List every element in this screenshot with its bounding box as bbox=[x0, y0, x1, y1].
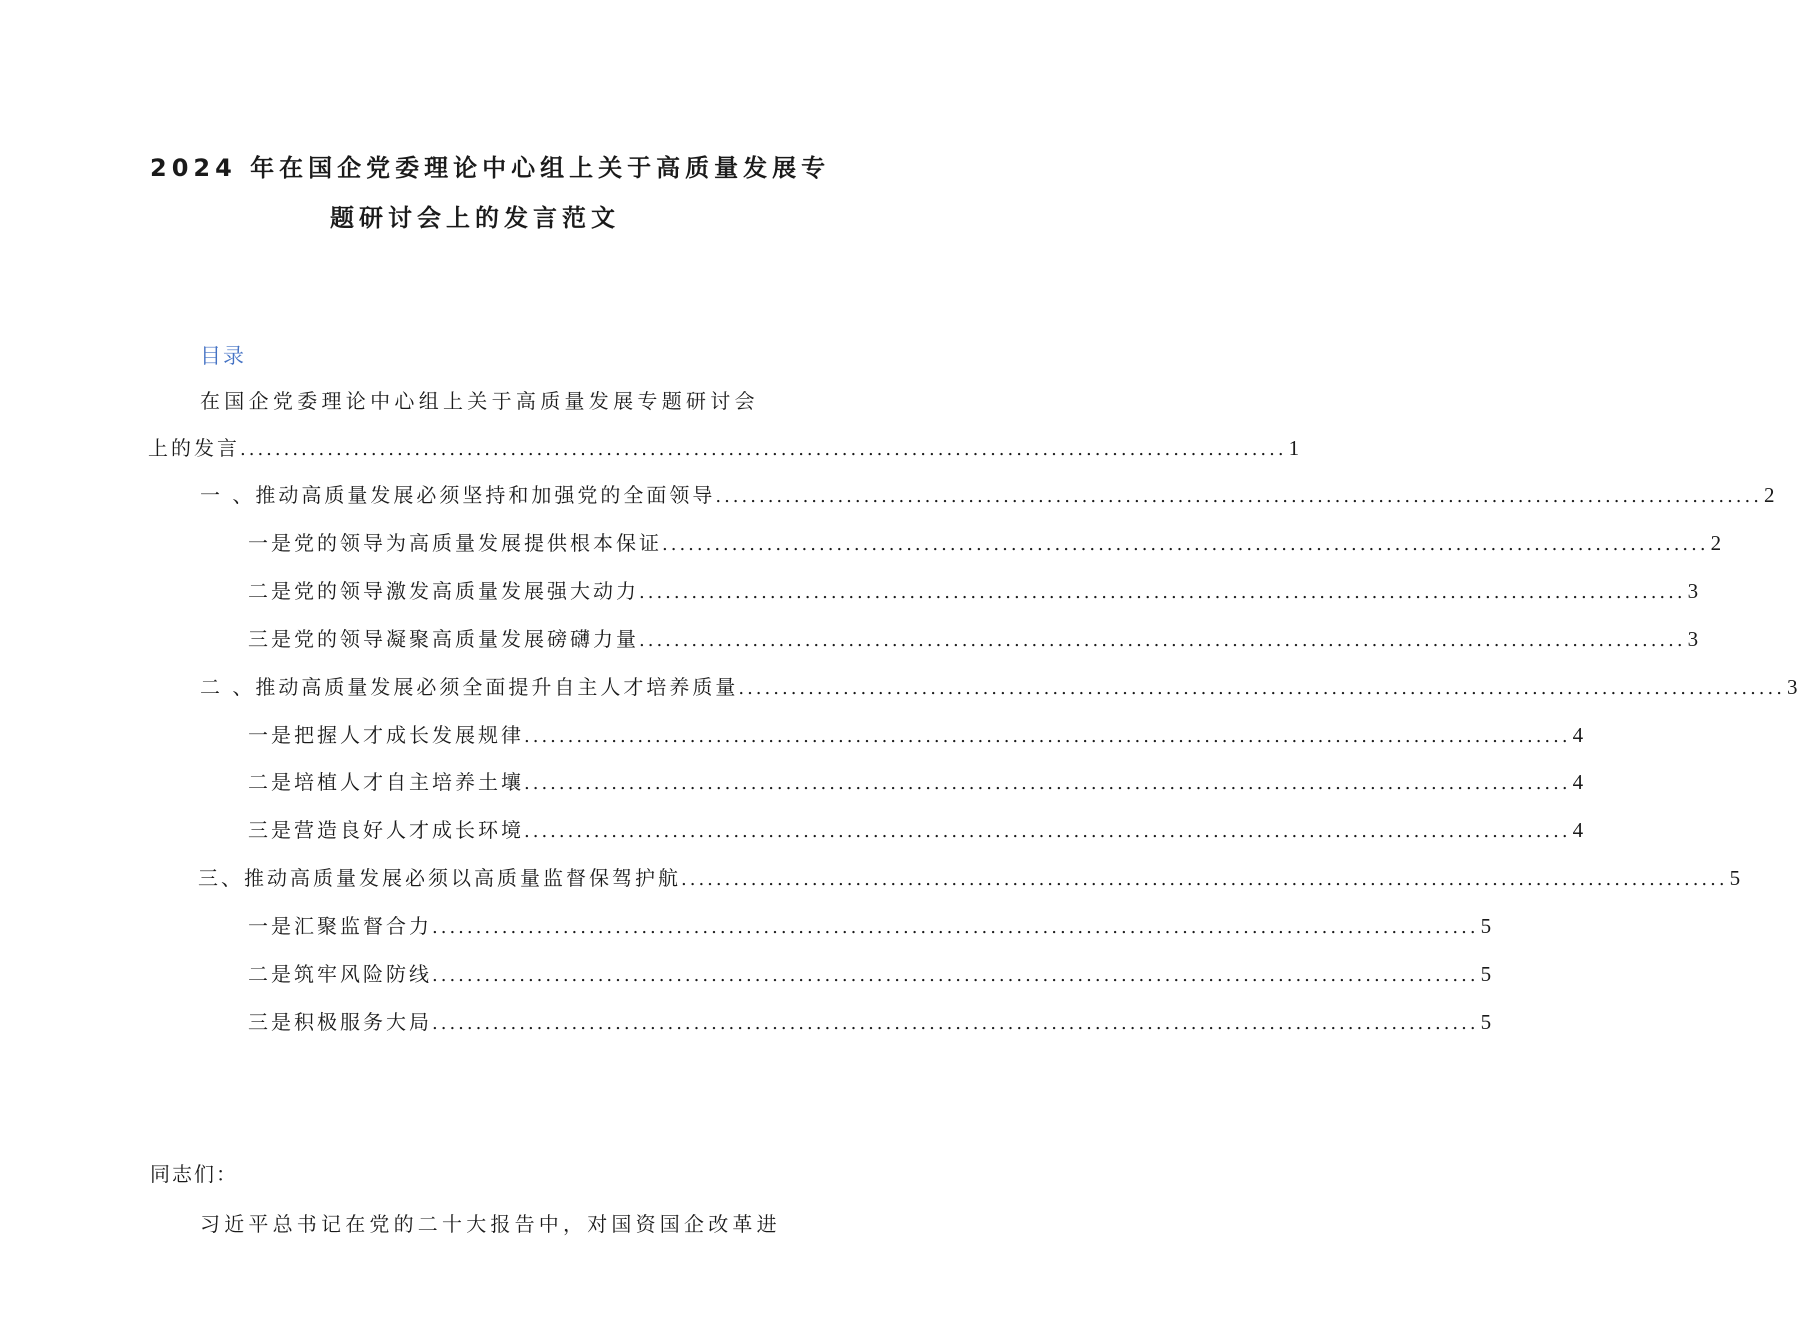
toc-entry-page: 4 bbox=[1572, 818, 1584, 842]
toc-leader-dots: ........................................................................................................................ bbox=[738, 678, 1785, 699]
toc-entry[interactable] bbox=[198, 863, 1741, 893]
title-line-1: 2024 年在国企党委理论中心组上关于高质量发展专 bbox=[150, 154, 831, 182]
toc-entry-page: 4 bbox=[1572, 770, 1584, 794]
toc-entry-label: 一是把握人才成长发展规律 bbox=[248, 723, 524, 747]
toc-entry[interactable] bbox=[200, 672, 1797, 702]
toc-entry-page: 2 bbox=[1763, 483, 1775, 507]
toc-leader-dots: ........................................................................................................................ bbox=[524, 726, 1571, 747]
toc-entry-page: 5 bbox=[1480, 914, 1492, 938]
toc-entry-page: 3 bbox=[1687, 627, 1699, 651]
toc-leader-dots: ........................................................................................................................ bbox=[639, 582, 1686, 603]
toc-leader-dots: ........................................................................................................................ bbox=[432, 1013, 1479, 1034]
toc-entry-label: 一 、推动高质量发展必须坚持和加强党的全面领导 bbox=[200, 483, 716, 507]
toc-entry-label: 三是党的领导凝聚高质量发展磅礴力量 bbox=[248, 627, 639, 651]
salutation: 同志们： bbox=[150, 1162, 238, 1186]
toc-heading[interactable]: 目录 bbox=[200, 344, 246, 368]
toc-leader-dots: ........................................................................................................................ bbox=[715, 486, 1762, 507]
toc-entry-label: 上的发言 bbox=[148, 436, 240, 460]
toc-leader-dots: ........................................................................................................................ bbox=[432, 965, 1479, 986]
toc-entry[interactable] bbox=[248, 959, 1492, 989]
toc-entry-page: 5 bbox=[1729, 866, 1741, 890]
toc-entry-page: 3 bbox=[1786, 675, 1797, 699]
toc-leader-dots: ........................................................................................................................ bbox=[681, 869, 1728, 890]
body-paragraph-line: 习近平总书记在党的二十大报告中，对国资国企改革进 bbox=[200, 1212, 781, 1236]
toc-entry[interactable] bbox=[248, 576, 1699, 606]
toc-leader-dots: ........................................................................................................................ bbox=[639, 630, 1686, 651]
toc-entry[interactable] bbox=[148, 433, 1300, 463]
toc-entry[interactable] bbox=[248, 911, 1492, 941]
toc-entry-page: 4 bbox=[1572, 723, 1584, 747]
toc-entry[interactable] bbox=[248, 720, 1584, 750]
toc-entry[interactable] bbox=[248, 1007, 1492, 1037]
title-line-2: 题研讨会上的发言范文 bbox=[330, 204, 620, 232]
toc-entry-label: 一是汇聚监督合力 bbox=[248, 914, 432, 938]
toc-entry-label: 三是积极服务大局 bbox=[248, 1010, 432, 1034]
toc-leader-dots: ........................................................................................................................ bbox=[524, 821, 1571, 842]
toc-leader-dots: ........................................................................................................................ bbox=[524, 773, 1571, 794]
toc-entry-label: 二是筑牢风险防线 bbox=[248, 962, 432, 986]
toc-entry-page: 2 bbox=[1710, 531, 1722, 555]
toc-entry-page: 1 bbox=[1288, 436, 1300, 460]
toc-entry[interactable] bbox=[248, 624, 1699, 654]
toc-entry[interactable] bbox=[248, 815, 1584, 845]
toc-entry-page: 3 bbox=[1687, 579, 1699, 603]
toc-entry-label: 二是培植人才自主培养土壤 bbox=[248, 770, 524, 794]
toc-entry-label: 三是营造良好人才成长环境 bbox=[248, 818, 524, 842]
toc-entry-label: 二是党的领导激发高质量发展强大动力 bbox=[248, 579, 639, 603]
toc-entry-label: 二 、推动高质量发展必须全面提升自主人才培养质量 bbox=[200, 675, 739, 699]
toc-entry[interactable] bbox=[248, 767, 1584, 797]
toc-entry-label: 一是党的领导为高质量发展提供根本保证 bbox=[248, 531, 662, 555]
toc-entry[interactable] bbox=[200, 480, 1775, 510]
toc-entry-page: 5 bbox=[1480, 962, 1492, 986]
toc-leader-dots: ........................................................................................................................ bbox=[662, 534, 1709, 555]
toc-leader-dots: ........................................................................................................................ bbox=[240, 439, 1287, 460]
toc-entry[interactable] bbox=[248, 528, 1722, 558]
toc-intro-line[interactable]: 在国企党委理论中心组上关于高质量发展专题研讨会 bbox=[200, 389, 759, 413]
toc-leader-dots: ........................................................................................................................ bbox=[432, 917, 1479, 938]
toc-entry-page: 5 bbox=[1480, 1010, 1492, 1034]
toc-entry-label: 三、推动高质量发展必须以高质量监督保驾护航 bbox=[198, 866, 681, 890]
